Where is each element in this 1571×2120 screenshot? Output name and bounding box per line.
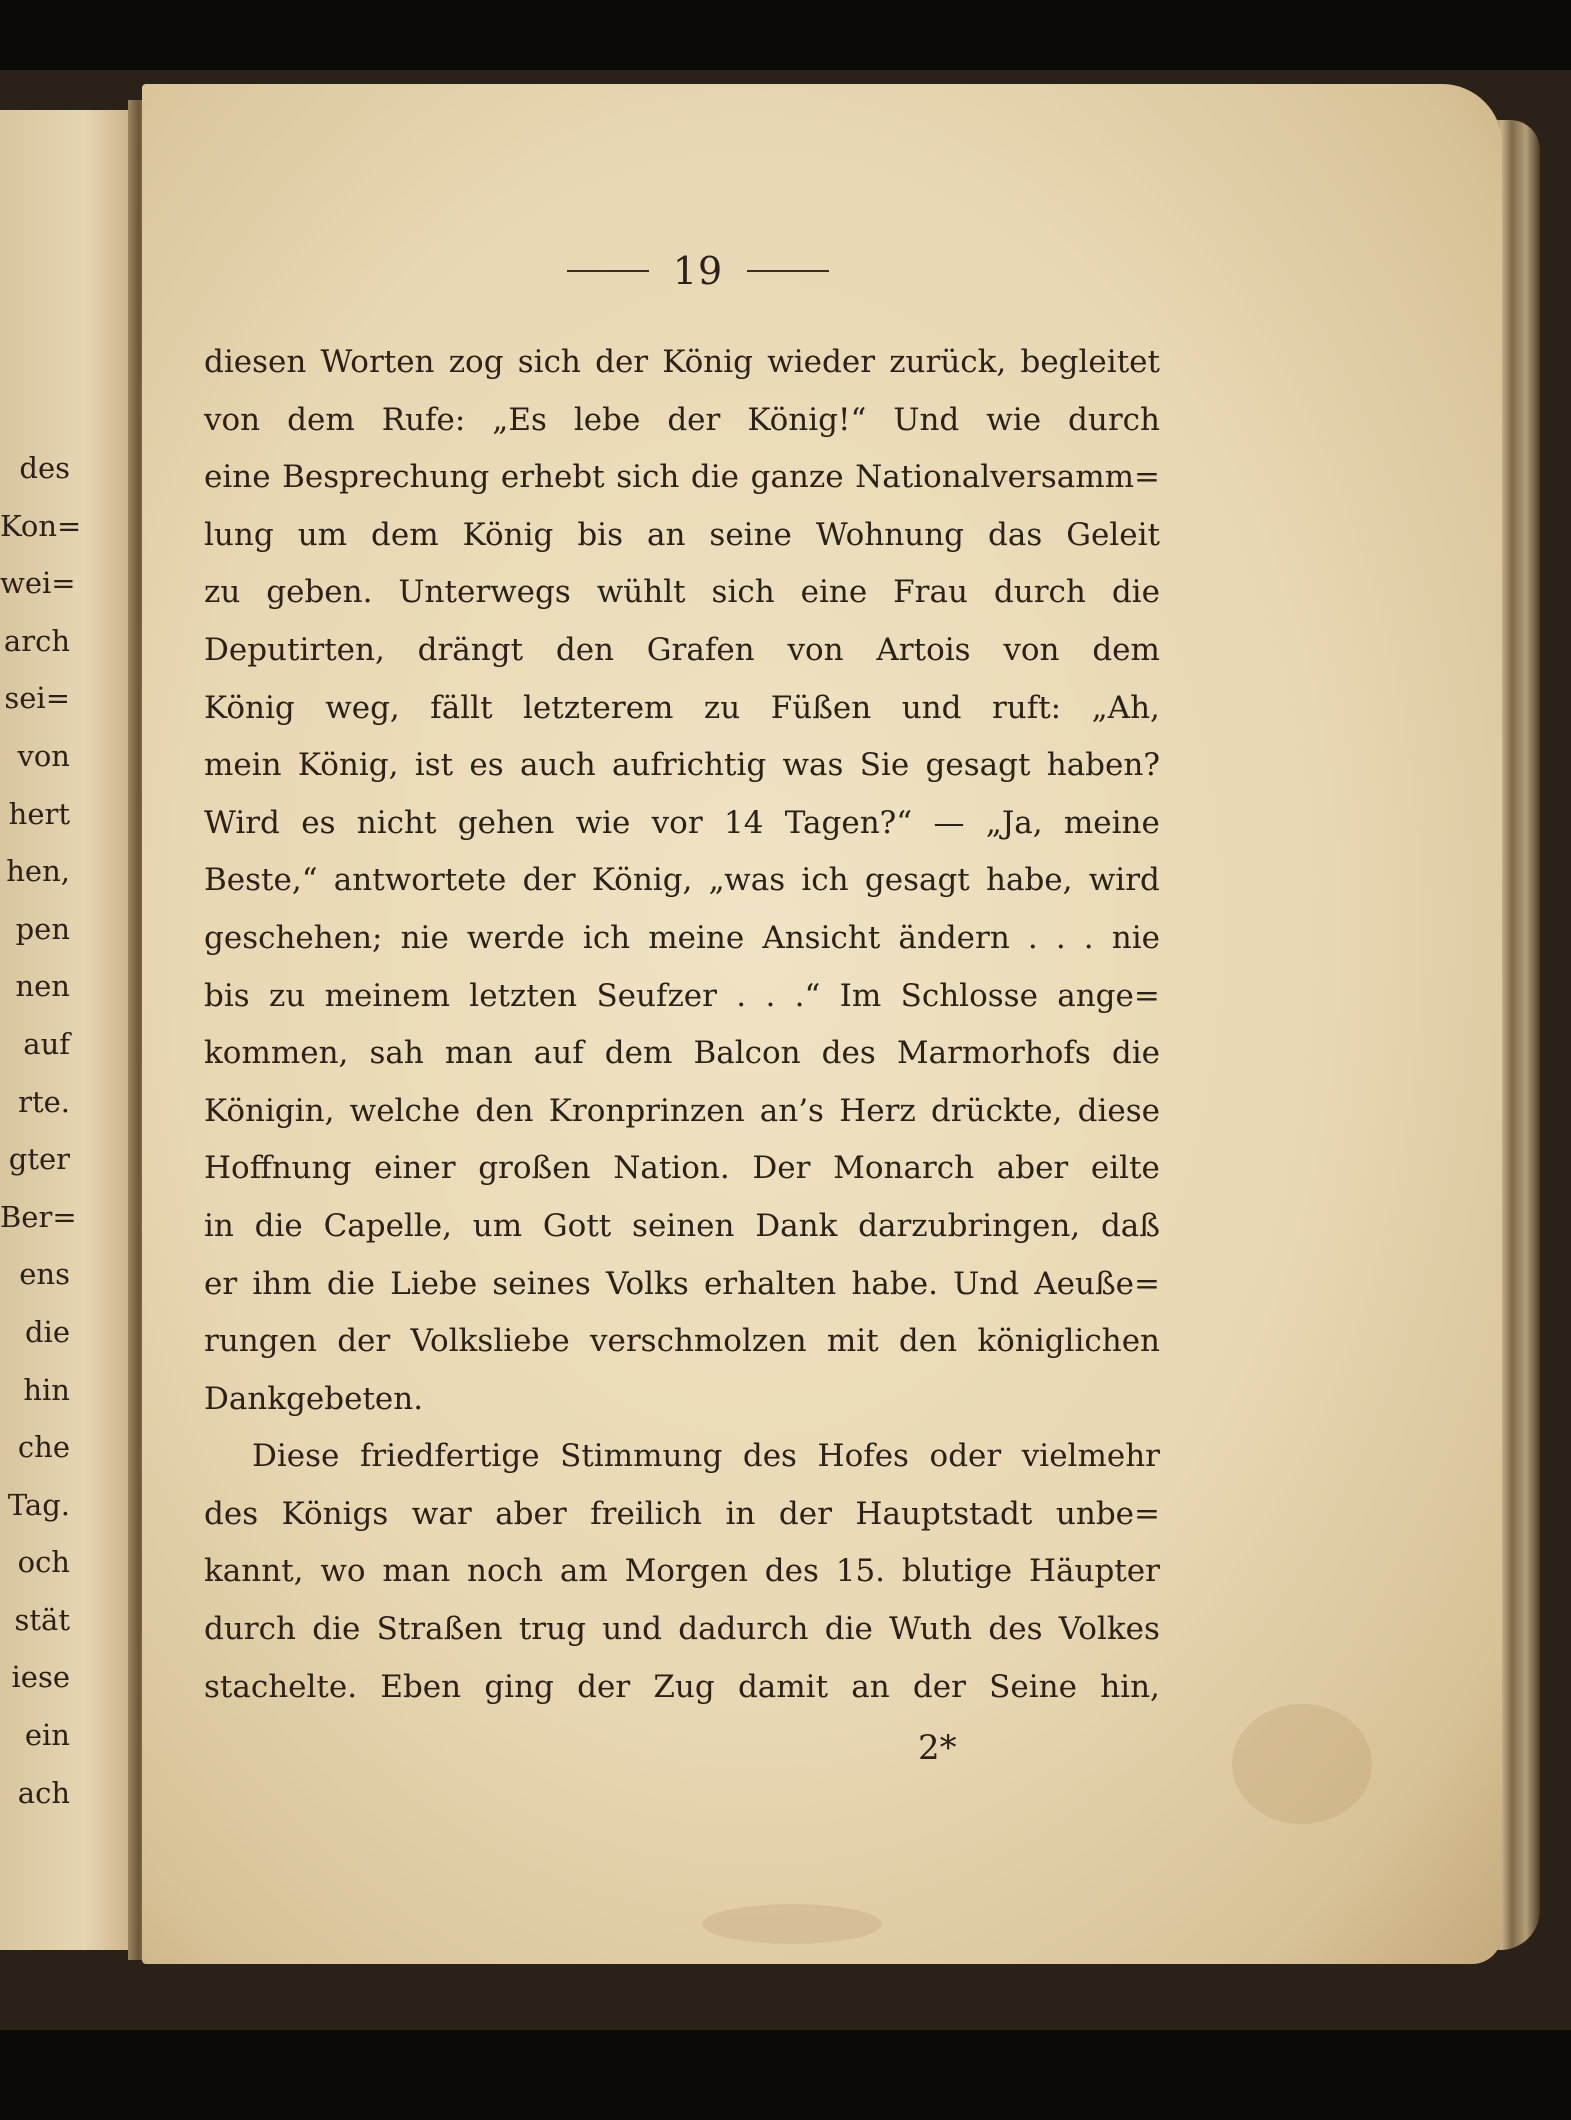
word: Straßen bbox=[376, 1611, 503, 1648]
word: ihm bbox=[252, 1265, 312, 1302]
word: diesen bbox=[204, 344, 307, 380]
word: . bbox=[1055, 919, 1066, 956]
word: verschmolzen bbox=[590, 1323, 807, 1360]
word: freilich bbox=[590, 1495, 702, 1532]
word: Kronprinzen bbox=[548, 1092, 745, 1129]
word: König bbox=[204, 689, 295, 726]
word: habe. bbox=[851, 1265, 938, 1302]
word: in bbox=[204, 1207, 234, 1244]
left-page-word: auf bbox=[23, 1026, 70, 1061]
word: Königin, bbox=[204, 1092, 335, 1129]
paper-stain bbox=[1232, 1704, 1372, 1824]
word: nie bbox=[1111, 919, 1160, 956]
left-page-word: die bbox=[24, 1314, 70, 1349]
word: zu bbox=[268, 977, 306, 1014]
left-page-word: wei= bbox=[0, 566, 76, 601]
word: eilte bbox=[1090, 1150, 1160, 1187]
word: der bbox=[577, 1668, 631, 1705]
word: Wohnung bbox=[815, 516, 965, 553]
word: an bbox=[646, 516, 686, 553]
word: nie bbox=[400, 919, 449, 956]
word: letzten bbox=[469, 977, 578, 1014]
left-page-word: ens bbox=[19, 1257, 70, 1292]
left-page-word: che bbox=[17, 1430, 70, 1465]
left-page-word: ein bbox=[24, 1718, 70, 1753]
word: Ansicht bbox=[762, 919, 881, 956]
word: den bbox=[898, 1323, 958, 1360]
left-page-word: gter bbox=[8, 1142, 70, 1177]
word: von bbox=[787, 631, 844, 668]
word: lebe bbox=[573, 401, 641, 438]
word: König, bbox=[297, 747, 399, 784]
word: gesagt bbox=[925, 747, 1031, 784]
word: eine bbox=[204, 459, 271, 496]
left-page-word: stät bbox=[14, 1602, 70, 1637]
word: dadurch bbox=[678, 1611, 809, 1648]
word: König!“ bbox=[747, 401, 867, 438]
word: Dankgebeten. bbox=[204, 1380, 424, 1417]
text-line bbox=[204, 1083, 1160, 1141]
word: meine bbox=[1063, 804, 1160, 841]
left-page-word: sei= bbox=[4, 681, 70, 716]
word: zu bbox=[204, 574, 241, 611]
text-line bbox=[204, 1371, 1160, 1429]
word: sah bbox=[369, 1035, 424, 1072]
word: bis bbox=[204, 977, 250, 1014]
word: Morgen bbox=[624, 1553, 748, 1590]
word: Der bbox=[752, 1150, 811, 1187]
word: fällt bbox=[430, 689, 493, 726]
word: lung bbox=[204, 516, 274, 553]
word: Herz bbox=[839, 1092, 916, 1129]
word: darzubringen, bbox=[858, 1207, 1081, 1244]
word: haben? bbox=[1046, 747, 1160, 784]
word: diese bbox=[1077, 1092, 1160, 1129]
word: wie bbox=[986, 401, 1042, 438]
word: . bbox=[765, 977, 776, 1014]
word: in bbox=[725, 1495, 756, 1532]
word: wie bbox=[575, 804, 631, 841]
word: letzterem bbox=[523, 689, 674, 726]
text-line bbox=[204, 507, 1160, 565]
left-page-word: Kon= bbox=[0, 508, 82, 543]
word: .“ bbox=[794, 977, 821, 1014]
word: wühlt bbox=[596, 574, 686, 611]
left-page-word: iese bbox=[11, 1660, 70, 1695]
word: geben. bbox=[266, 574, 373, 611]
word: aber bbox=[495, 1495, 567, 1532]
word: die bbox=[254, 1207, 303, 1244]
word: nicht bbox=[356, 804, 437, 841]
word: der bbox=[595, 344, 649, 380]
word: rungen bbox=[204, 1323, 317, 1360]
word: wo bbox=[320, 1553, 366, 1590]
word: durch bbox=[1068, 401, 1160, 438]
word: seinen bbox=[632, 1207, 735, 1244]
word: der bbox=[337, 1323, 391, 1360]
text-line bbox=[204, 622, 1160, 680]
word: der bbox=[778, 1495, 832, 1532]
word: Gott bbox=[542, 1207, 612, 1244]
word: die bbox=[1111, 574, 1160, 611]
word: Deputirten, bbox=[204, 631, 385, 668]
word: zurück, bbox=[889, 344, 1007, 380]
word: am bbox=[559, 1553, 608, 1590]
word: zog bbox=[448, 344, 504, 380]
word: Grafen bbox=[646, 631, 755, 668]
word: um bbox=[297, 516, 348, 553]
word: 15. bbox=[835, 1553, 886, 1590]
word: er bbox=[204, 1265, 238, 1302]
word: sich bbox=[517, 344, 581, 380]
word: des bbox=[821, 1035, 876, 1072]
text-line bbox=[204, 1198, 1160, 1256]
word: durch bbox=[204, 1611, 296, 1648]
text-line bbox=[204, 1659, 1160, 1717]
word: daß bbox=[1100, 1207, 1160, 1244]
word: Zug bbox=[653, 1668, 715, 1705]
word: weg, bbox=[325, 689, 400, 726]
word: Tagen?“ bbox=[784, 804, 913, 841]
word: . bbox=[1083, 919, 1094, 956]
paper-stain bbox=[702, 1904, 882, 1944]
word: Hauptstadt bbox=[855, 1495, 1033, 1532]
word: durch bbox=[993, 574, 1086, 611]
word: Volks bbox=[605, 1265, 689, 1302]
word: und bbox=[602, 1611, 662, 1648]
text-line bbox=[204, 968, 1160, 1026]
word: oder bbox=[929, 1438, 1002, 1475]
word: Besprechung bbox=[282, 459, 490, 496]
word: die bbox=[690, 459, 740, 496]
left-page-word: ach bbox=[17, 1775, 70, 1810]
word: des bbox=[988, 1611, 1043, 1648]
left-page-text bbox=[0, 440, 82, 1822]
word: die bbox=[824, 1611, 873, 1648]
left-page-word: hen, bbox=[6, 854, 70, 889]
word: sich bbox=[711, 574, 775, 611]
left-page-word: Ber= bbox=[0, 1199, 77, 1234]
word: was bbox=[782, 747, 844, 784]
word: . bbox=[736, 977, 747, 1014]
word: Hoffnung bbox=[204, 1150, 352, 1187]
word: ich bbox=[582, 919, 631, 956]
word: man bbox=[382, 1553, 451, 1590]
word: Seufzer bbox=[596, 977, 717, 1014]
word: welche bbox=[349, 1092, 461, 1129]
word: Stimmung bbox=[560, 1438, 723, 1475]
text-line bbox=[204, 737, 1160, 795]
word: vielmehr bbox=[1021, 1438, 1160, 1475]
word: Wuth bbox=[889, 1611, 973, 1648]
word: König, bbox=[591, 862, 693, 899]
word: eine bbox=[800, 574, 868, 611]
word: kommen, bbox=[204, 1035, 349, 1072]
word: war bbox=[411, 1495, 472, 1532]
word: es bbox=[301, 804, 336, 841]
word: Füßen bbox=[770, 689, 872, 726]
word: des bbox=[742, 1438, 797, 1475]
word: werde bbox=[466, 919, 565, 956]
word: unbe= bbox=[1055, 1495, 1160, 1532]
word: sich bbox=[616, 459, 680, 496]
word: einer bbox=[374, 1150, 456, 1187]
word: gesagt bbox=[864, 862, 970, 899]
word: der bbox=[912, 1668, 966, 1705]
word: ange= bbox=[1057, 977, 1160, 1014]
word: König bbox=[462, 516, 554, 553]
word: Liebe bbox=[390, 1265, 478, 1302]
word: ich bbox=[801, 862, 849, 899]
word: Rufe: bbox=[381, 401, 466, 438]
word: Und bbox=[893, 401, 960, 438]
word: drängt bbox=[417, 631, 524, 668]
text-line bbox=[204, 392, 1160, 450]
left-page-word: hin bbox=[23, 1372, 70, 1407]
text-line bbox=[204, 795, 1160, 853]
word: Königs bbox=[281, 1495, 389, 1532]
word: . bbox=[1027, 919, 1038, 956]
word: auch bbox=[519, 747, 596, 784]
word: königlichen bbox=[977, 1323, 1160, 1360]
word: blutige bbox=[901, 1553, 1013, 1590]
left-page-word: pen bbox=[15, 911, 70, 946]
word: der bbox=[667, 401, 721, 438]
word: großen bbox=[478, 1150, 591, 1187]
word: die bbox=[312, 1611, 361, 1648]
left-page-word: och bbox=[17, 1545, 70, 1580]
word: Häupter bbox=[1028, 1553, 1160, 1590]
word: König bbox=[662, 344, 754, 380]
page-body-text bbox=[204, 334, 1160, 1716]
word: Marmorhofs bbox=[896, 1035, 1091, 1072]
word: ändern bbox=[898, 919, 1010, 956]
text-line bbox=[204, 680, 1160, 738]
word: Monarch bbox=[833, 1150, 975, 1187]
word: Diese bbox=[252, 1438, 340, 1475]
word: Aeuße= bbox=[1034, 1265, 1160, 1302]
text-line bbox=[204, 1256, 1160, 1314]
page-header bbox=[548, 246, 848, 296]
word: „Es bbox=[492, 401, 547, 438]
word: Im bbox=[839, 977, 882, 1014]
word: Wird bbox=[204, 804, 280, 841]
word: Hofes bbox=[817, 1438, 909, 1475]
word: ruft: bbox=[991, 689, 1062, 726]
word: „Ja, bbox=[985, 804, 1043, 841]
left-page-word: hert bbox=[8, 796, 70, 831]
word: meinem bbox=[324, 977, 450, 1014]
word: Geleit bbox=[1066, 516, 1160, 553]
word: und bbox=[901, 689, 962, 726]
header-rule-right bbox=[747, 270, 829, 272]
word: dem bbox=[371, 516, 439, 553]
word: erhebt bbox=[500, 459, 605, 496]
text-line bbox=[204, 1025, 1160, 1083]
word: vor bbox=[651, 804, 703, 841]
word: ganze bbox=[750, 459, 844, 496]
word: Seine bbox=[989, 1668, 1077, 1705]
word: Beste,“ bbox=[204, 862, 318, 899]
word: von bbox=[204, 401, 261, 438]
word: „Ah, bbox=[1091, 689, 1160, 726]
word: Capelle, bbox=[323, 1207, 452, 1244]
left-page-word: nen bbox=[15, 969, 70, 1004]
text-line bbox=[204, 1428, 1160, 1486]
word: des bbox=[764, 1553, 819, 1590]
word: die bbox=[326, 1265, 375, 1302]
word: der bbox=[522, 862, 576, 899]
word: stachelte. bbox=[204, 1668, 358, 1705]
word: auf bbox=[533, 1035, 584, 1072]
word: den bbox=[555, 631, 614, 668]
word: damit bbox=[737, 1668, 829, 1705]
word: Und bbox=[953, 1265, 1020, 1302]
word: dem bbox=[287, 401, 355, 438]
word: Eben bbox=[380, 1668, 462, 1705]
word: geschehen; bbox=[204, 919, 383, 956]
word: Unterwegs bbox=[398, 574, 571, 611]
word: wieder bbox=[767, 344, 876, 380]
word: Volkes bbox=[1058, 1611, 1160, 1648]
word: Dank bbox=[755, 1207, 838, 1244]
word: habe, bbox=[986, 862, 1073, 899]
word: den bbox=[475, 1092, 534, 1129]
word: seine bbox=[709, 516, 792, 553]
text-line bbox=[204, 1543, 1160, 1601]
text-line bbox=[204, 1140, 1160, 1198]
word: Schlosse bbox=[900, 977, 1038, 1014]
left-page-word: von bbox=[17, 738, 70, 773]
word: erhalten bbox=[703, 1265, 837, 1302]
word: Volksliebe bbox=[410, 1323, 570, 1360]
text-line bbox=[204, 564, 1160, 622]
word: an bbox=[851, 1668, 890, 1705]
word: des bbox=[204, 1495, 259, 1532]
left-page-word: Tag. bbox=[7, 1487, 70, 1522]
word: mein bbox=[204, 747, 282, 784]
page-number: 19 bbox=[672, 249, 724, 293]
word: seines bbox=[492, 1265, 591, 1302]
word: hin, bbox=[1100, 1668, 1160, 1705]
word: drückte, bbox=[930, 1092, 1063, 1129]
left-page-word: arch bbox=[3, 623, 70, 658]
text-line bbox=[204, 334, 1160, 392]
left-page-word: rte. bbox=[18, 1084, 70, 1119]
word: dem bbox=[604, 1035, 673, 1072]
word: die bbox=[1111, 1035, 1160, 1072]
word: kannt, bbox=[204, 1553, 304, 1590]
word: gehen bbox=[457, 804, 555, 841]
word: es bbox=[469, 747, 504, 784]
word: 14 bbox=[723, 804, 764, 841]
word: bis bbox=[577, 516, 623, 553]
word: von bbox=[1003, 631, 1060, 668]
word: zu bbox=[703, 689, 741, 726]
word: man bbox=[444, 1035, 513, 1072]
text-line bbox=[204, 1313, 1160, 1371]
word: aufrichtig bbox=[612, 747, 767, 784]
word: Balcon bbox=[693, 1035, 801, 1072]
word: Nationalversamm= bbox=[855, 459, 1160, 496]
word: begleitet bbox=[1020, 344, 1160, 380]
word: — bbox=[933, 804, 965, 841]
word: trug bbox=[518, 1611, 586, 1648]
word: an’s bbox=[759, 1092, 824, 1129]
text-line bbox=[204, 1601, 1160, 1659]
text-line bbox=[204, 449, 1160, 507]
word: dem bbox=[1092, 631, 1160, 668]
header-rule-left bbox=[567, 270, 649, 272]
text-line bbox=[204, 1486, 1160, 1544]
word: ist bbox=[414, 747, 454, 784]
word: wird bbox=[1088, 862, 1160, 899]
word: Artois bbox=[876, 631, 971, 668]
word: friedfertige bbox=[359, 1438, 540, 1475]
word: um bbox=[472, 1207, 523, 1244]
word: meine bbox=[648, 919, 745, 956]
word: Sie bbox=[859, 747, 910, 784]
text-line bbox=[204, 852, 1160, 910]
word: Worten bbox=[320, 344, 435, 380]
signature-mark: 2* bbox=[918, 1728, 957, 1768]
left-page-word: des bbox=[19, 451, 70, 485]
word: „was bbox=[708, 862, 786, 899]
left-page bbox=[0, 110, 140, 1950]
word: Nation. bbox=[613, 1150, 730, 1187]
word: aber bbox=[996, 1150, 1069, 1187]
word: Frau bbox=[893, 574, 968, 611]
word: ging bbox=[484, 1668, 554, 1705]
word: noch bbox=[467, 1553, 544, 1590]
text-line bbox=[204, 910, 1160, 968]
word: antwortete bbox=[333, 862, 507, 899]
word: mit bbox=[826, 1323, 879, 1360]
word: das bbox=[988, 516, 1043, 553]
